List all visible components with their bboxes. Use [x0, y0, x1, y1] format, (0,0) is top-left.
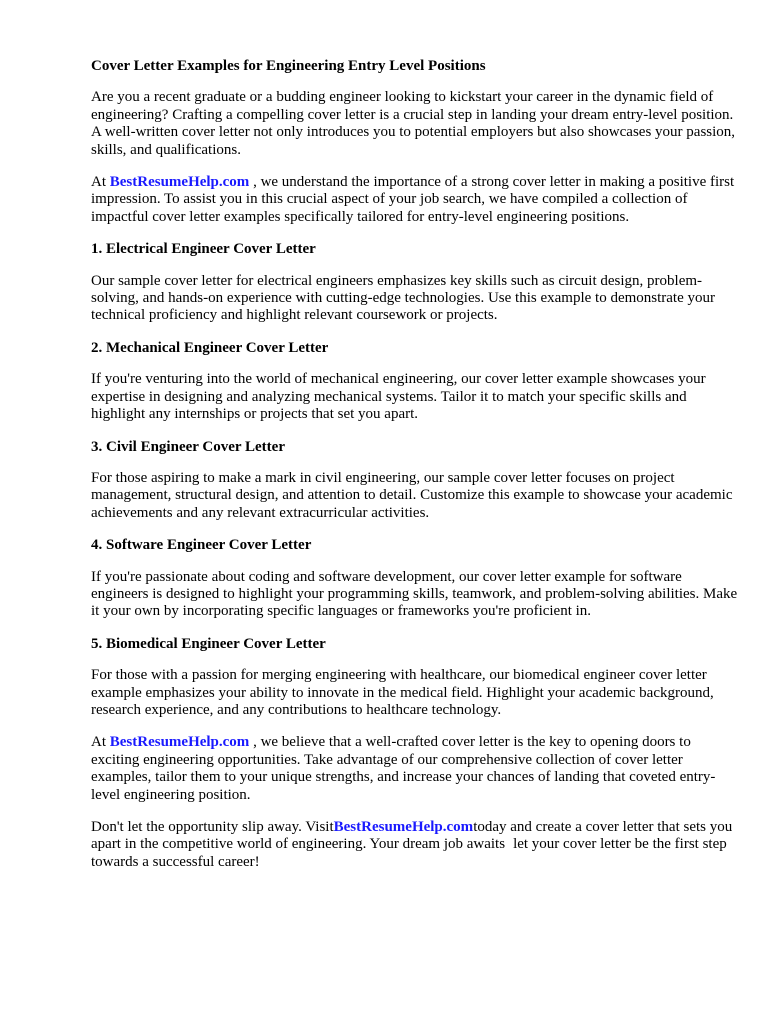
- paragraph-text: At: [91, 174, 110, 191]
- section-heading-software: 4. Software Engineer Cover Letter: [91, 537, 312, 554]
- section-body-civil: For those aspiring to make a mark in civil engineering, our sample cover letter focuses on project management, structural design, and attention to detail. Customize this example to showcase your academic achievements and any relevant extracurricular activities.: [91, 469, 733, 521]
- final-paragraph: [91, 819, 741, 871]
- document-page: [91, 58, 741, 886]
- section-heading-civil: 3. Civil Engineer Cover Letter: [91, 438, 285, 455]
- paragraph-text: today and create a cover letter that sets you apart in the competitive world of engineering. Your dream job awaits: [91, 819, 733, 853]
- section-body-electrical: Our sample cover letter for electrical engineers emphasizes key skills such as circuit design, problem-solving, and hands-on experience with cutting-edge technologies. Use this example to demonstrate your technical proficiency and highlight relevant coursework or projects.: [91, 272, 716, 324]
- intro-paragraph: Are you a recent graduate or a budding engineer looking to kickstart your career in the dynamic field of engineering? Crafting a compelling cover letter is a crucial step in landing your dream entry-level position. A well-written cover letter not only introduces you to potential employers but also showcases your passion, skills, and qualifications.: [91, 89, 736, 158]
- closing-paragraph: [91, 734, 741, 804]
- bestresumehelp-link[interactable]: BestResumeHelp.com: [333, 819, 474, 835]
- section-body-software: If you're passionate about coding and software development, our cover letter example for software engineers is designed to highlight your programming skills, teamwork, and problem-solving abilities. Make it your own by incorporating specific languages or frameworks you're proficient in.: [91, 568, 738, 620]
- bestresumehelp-link[interactable]: BestResumeHelp.com: [109, 734, 250, 751]
- section-body-mechanical: If you're venturing into the world of mechanical engineering, our cover letter example showcases your expertise in designing and analyzing mechanical systems. Tailor it to match your specific skills and highlight any internships or projects that set you apart.: [91, 371, 706, 423]
- bestresumehelp-link[interactable]: BestResumeHelp.com: [109, 174, 250, 191]
- section-heading-biomedical: 5. Biomedical Engineer Cover Letter: [91, 635, 326, 652]
- paragraph-text: , we understand the importance of a strong cover letter in making a positive first impression. To assist you in this crucial aspect of your job search, we have compiled a collection of impactful cover letter examples specifically tailored for entry-level engineering positions.: [91, 174, 735, 225]
- document-title: Cover Letter Examples for Engineering Entry Level Positions: [91, 58, 486, 74]
- section-body-biomedical: For those with a passion for merging engineering with healthcare, our biomedical engineer cover letter example emphasizes your ability to innovate in the medical field. Highlight your academic background, research experience, and any contributions to healthcare technology.: [91, 667, 714, 718]
- paragraph-text: At: [91, 734, 110, 751]
- paragraph-text: , we believe that a well-crafted cover letter is the key to opening doors to exciting engineering opportunities. Take advantage of our comprehensive collection of cover letter examples, tailor them to your unique strengths, and increase your chances of landing that coveted entry-level engineering position.: [91, 734, 716, 803]
- paragraph-text: let your cover letter be the first step towards a successful career!: [91, 836, 727, 870]
- section-heading-mechanical: 2. Mechanical Engineer Cover Letter: [91, 339, 329, 356]
- intro-link-paragraph: [91, 174, 741, 226]
- paragraph-text: Don't let the opportunity slip away. Visit: [91, 819, 334, 835]
- section-heading-electrical: 1. Electrical Engineer Cover Letter: [91, 241, 316, 258]
